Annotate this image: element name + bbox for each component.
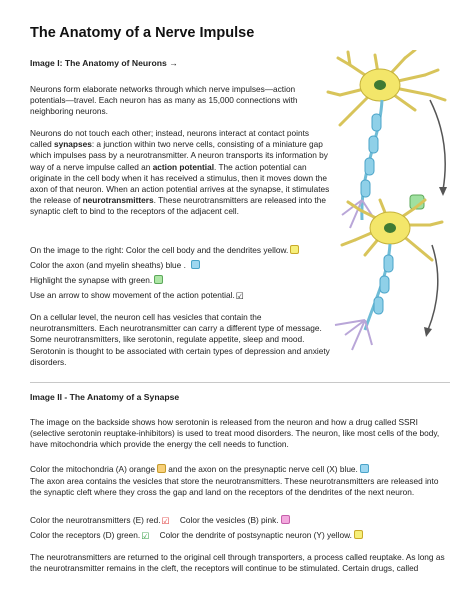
term-neurotransmitters: neurotransmitters: [82, 195, 154, 206]
p2-text-a: Neurons do not touch each other; instead, neurons interact at contact points called: [30, 128, 310, 150]
p2-text-c: . The action potential can originate in the cell body when it has received a stimulus, then it moves down the axon of that neuron. When an action potential arrives at the synapse, it stimulates the release of: [30, 161, 330, 206]
section-divider: [30, 382, 450, 383]
upper-nucleus: [374, 80, 386, 90]
section1-paragraph-1: Neurons form elaborate networks through which nerve impulses—action potentials—travel. Each neuron has as many as 15,000 connections with neighboring neurons.: [30, 84, 298, 117]
task-color-blue: [30, 260, 330, 271]
task-arrow-text: Use an arrow to show movement of the action potential.: [30, 290, 235, 300]
section2-heading: Image II - The Anatomy of a Synapse: [30, 392, 180, 402]
task-receptors-text: Color the receptors (D) green.: [30, 530, 141, 540]
green-check-icon[interactable]: ☑: [141, 531, 150, 541]
orange-checkbox-icon[interactable]: [157, 464, 166, 473]
term-synapses: synapses: [53, 139, 92, 150]
yellow-checkbox-icon-2[interactable]: [354, 530, 363, 539]
p2-text-d: . These neurotransmitters are released into the synaptic cleft to bind to the receptors of the adjacent cell.: [30, 195, 326, 217]
term-action-potential: action potential: [152, 161, 214, 172]
blue-checkbox-icon-2[interactable]: [360, 464, 369, 473]
page-title: The Anatomy of a Nerve Impulse: [30, 25, 255, 41]
section2-paragraph-1: The image on the backside shows how serotonin is released from the neuron and how a drug called SSRI (selective serotonin reuptake-inhibitors) is used to treat mood disorders. The neuron, like most cells of the body, have mitochondria which provide the energy the cell needs to function.: [30, 417, 440, 450]
task-highlight-green: [30, 275, 330, 286]
section1-paragraph-2: [30, 128, 330, 218]
task-nt-text: Color the neurotransmitters (E) red.: [30, 515, 161, 525]
section1-heading-text: Image I: The Anatomy of Neurons: [30, 58, 167, 68]
lower-axon: [365, 244, 393, 330]
action-potential-arrow-1: [430, 100, 447, 196]
task-neurotransmitters-vesicles: [30, 515, 450, 527]
blue-checkbox-icon[interactable]: [191, 260, 200, 269]
neuron-diagram: [320, 50, 460, 370]
task-mito-text-a: Color the mitochondria (A) orange: [30, 464, 155, 474]
task-blue-text: Color the axon (and myelin sheaths) blue .: [30, 260, 186, 270]
task-vesicles-text: Color the vesicles (B) pink.: [179, 515, 279, 525]
p2-text-b: : a junction within two nerve cells, consisting of a miniature gap which impulses pass by a neurotransmitter. A neuron transports its information by way of a nerve impulse called an: [30, 139, 328, 172]
section1-paragraph-3: On a cellular level, the neuron cell has vesicles that contain the neurotransmitters. Each neurotransmitter can carry a different type of message. Some neurotransmitters, like serotonin, regulate appetite, sleep and mood. Serotonin is thought to be associated with certain types of depression and anxiety disorders.: [30, 312, 330, 367]
task-green-text: Highlight the synapse with green.: [30, 275, 153, 285]
section1-heading: [30, 58, 330, 69]
green-checkbox-icon[interactable]: [154, 275, 163, 284]
lower-nucleus: [384, 223, 396, 233]
task-color-yellow: [30, 245, 330, 256]
task-mitochondria: [30, 464, 450, 475]
checkmark-box-icon[interactable]: ☑: [235, 291, 244, 301]
section2-paragraph-2: The axon area contains the vesicles that store the neurotransmitters. These neurotransmitters are released into the synaptic cleft where they cross the gap and land on the receptors of the dendrites of the next neuron.: [30, 476, 439, 498]
lower-axon-terminal: [335, 320, 372, 350]
yellow-checkbox-icon[interactable]: [290, 245, 299, 254]
task-mito-text-b: and the axon on the presynaptic nerve cell (X) blue.: [165, 464, 358, 474]
task-yellow-text: On the image to the right: Color the cell body and the dendrites yellow.: [30, 245, 289, 255]
red-check-icon[interactable]: ☑: [161, 516, 170, 526]
right-arrow-icon: →: [169, 58, 178, 68]
task-arrow: [30, 290, 330, 302]
task-dendrite-text: Color the dendrite of postsynaptic neuron (Y) yellow.: [159, 530, 352, 540]
section2-paragraph-3: The neurotransmitters are returned to the original cell through transporters, a process called reuptake. As long as the neurotransmitter remains in the cleft, the receptors will continue to be stimulated. Certain drugs, called: [30, 552, 445, 574]
pink-checkbox-icon[interactable]: [281, 515, 290, 524]
task-receptors-dendrite: [30, 530, 450, 542]
